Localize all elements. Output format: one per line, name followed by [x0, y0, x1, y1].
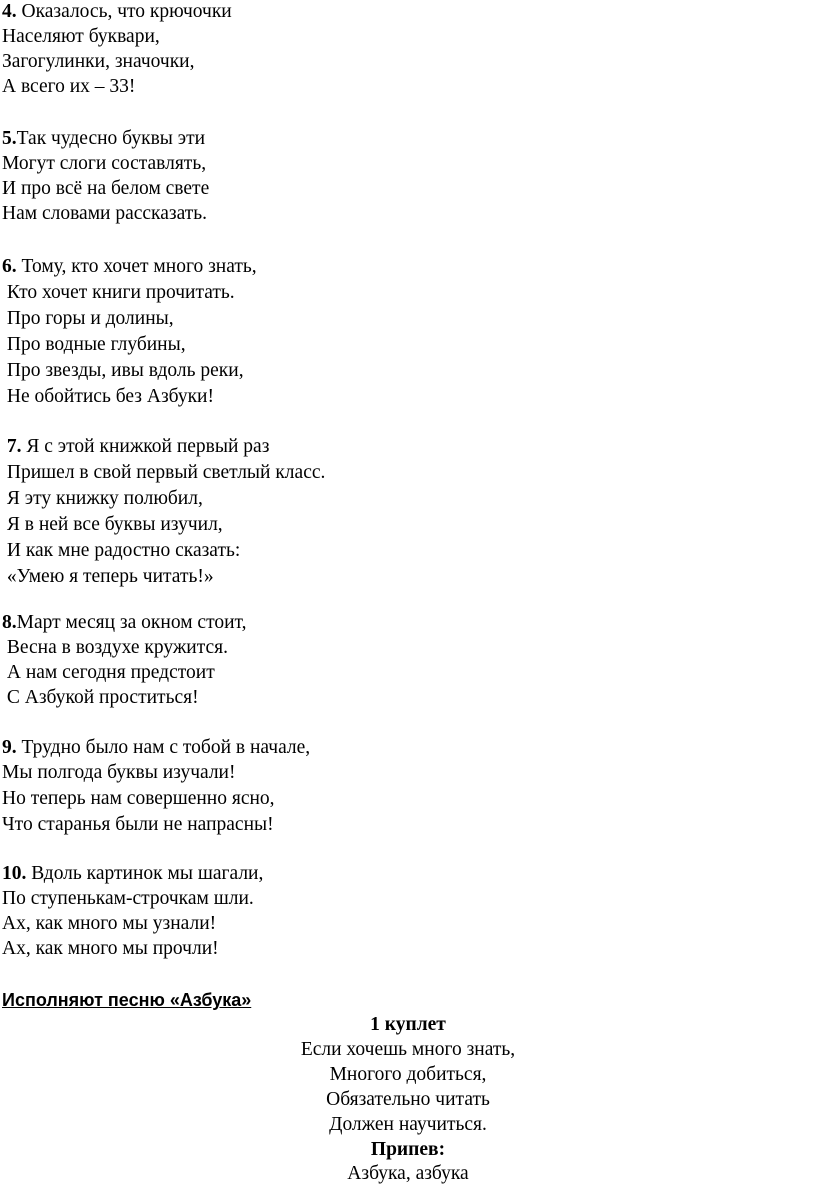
- stanza-first-text: Тому, кто хочет много знать,: [16, 256, 257, 277]
- verse-title: 1 куплет: [370, 1014, 446, 1035]
- stanza-first-line: [2, 435, 269, 459]
- stanza-line: Населяют буквари,: [2, 26, 160, 47]
- chorus-title: Припев:: [370, 1139, 446, 1160]
- stanza-number: 5.: [2, 128, 17, 149]
- stanza-first-text: Так чудесно буквы эти: [16, 128, 206, 149]
- verse-line: Должен научиться.: [329, 1114, 487, 1135]
- stanza-line: Кто хочет книги прочитать.: [2, 282, 235, 303]
- stanza-first-line: [2, 0, 232, 24]
- stanza-line: «Умею я теперь читать!»: [2, 566, 214, 587]
- stanza-first-text: Оказалось, что крючочки: [16, 1, 232, 22]
- verse-line: Если хочешь много знать,: [300, 1039, 516, 1060]
- stanza-line: С Азбукой проститься!: [2, 687, 199, 708]
- stanza-line: Не обойтись без Азбуки!: [2, 386, 214, 407]
- stanza-line: А всего их – 33!: [2, 76, 136, 97]
- stanza-first-text: Вдоль картинок мы шагали,: [26, 863, 264, 884]
- stanza-first-line: [2, 127, 205, 151]
- chorus-line: Азбука, азбука: [347, 1163, 469, 1184]
- stanza-line: Могут слоги составлять,: [2, 153, 207, 174]
- stanza-line: Я эту книжку полюбил,: [2, 488, 203, 509]
- stanza-line: Но теперь нам совершенно ясно,: [2, 788, 275, 809]
- stanza-number: 8.: [2, 612, 17, 633]
- stanza-number: 9.: [2, 737, 17, 758]
- stanza-line: Я в ней все буквы изучил,: [2, 514, 223, 535]
- stanza-line: И как мне радостно сказать:: [2, 540, 241, 561]
- stanza-line: Нам словами рассказать.: [2, 203, 208, 224]
- stanza-first-line: [2, 611, 246, 635]
- stanza-line: Пришел в свой первый светлый класс.: [2, 462, 326, 483]
- stanza-line: Ах, как много мы прочли!: [2, 938, 219, 959]
- stanza-first-text: Март месяц за окном стоит,: [16, 612, 247, 633]
- stanza-line: Про водные глубины,: [2, 334, 186, 355]
- stanza-number: 4.: [2, 1, 17, 22]
- stanza-line: Про горы и долины,: [2, 308, 174, 329]
- stanza-line: Мы полгода буквы изучали!: [2, 762, 236, 783]
- stanza-number: 10.: [2, 863, 27, 884]
- stanza-number: 7.: [2, 436, 22, 457]
- stanza-line: Что старанья были не напрасны!: [2, 814, 274, 835]
- stanza-first-text: Трудно было нам с тобой в начале,: [16, 737, 311, 758]
- stanza-first-line: [2, 736, 310, 760]
- stanza-line: По ступенькам-строчкам шли.: [2, 888, 254, 909]
- stanza-line: Ах, как много мы узнали!: [2, 913, 217, 934]
- verse-line: Многого добиться,: [329, 1064, 487, 1085]
- stanza-line: И про всё на белом свете: [2, 178, 210, 199]
- stanza-line: А нам сегодня предстоит: [2, 662, 215, 683]
- stanza-line: Весна в воздухе кружится.: [2, 637, 228, 658]
- stanza-first-line: [2, 255, 257, 279]
- stanza-line: Про звезды, ивы вдоль реки,: [2, 360, 244, 381]
- stanza-line: Загогулинки, значочки,: [2, 51, 195, 72]
- song-heading: Исполняют песню «Азбука»: [2, 990, 252, 1010]
- stanza-first-line: [2, 862, 263, 886]
- verse-line: Обязательно читать: [326, 1089, 490, 1110]
- stanza-first-text: Я с этой книжкой первый раз: [21, 436, 270, 457]
- stanza-number: 6.: [2, 256, 17, 277]
